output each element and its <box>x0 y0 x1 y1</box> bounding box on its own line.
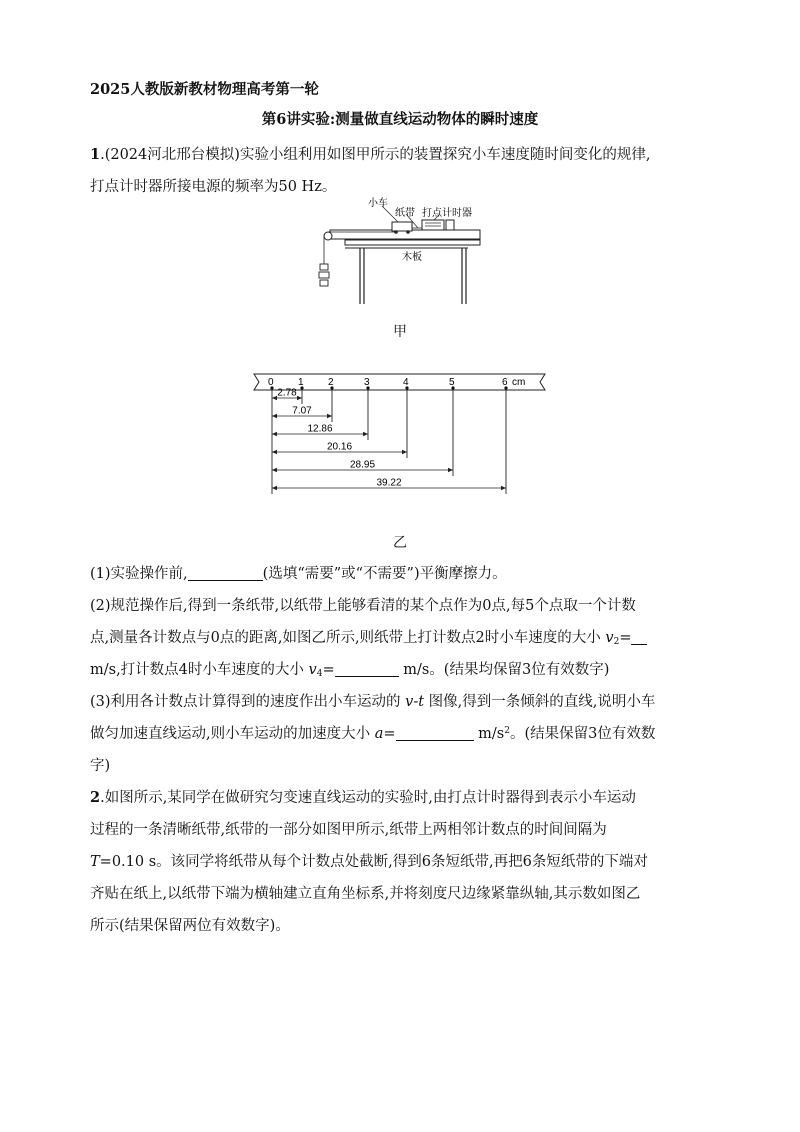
hanging-weight <box>320 264 328 270</box>
dimension-arrow-left-6 <box>272 486 277 490</box>
tape-tick-label-5: 5 <box>449 377 455 388</box>
q1-part2-line3: m/s,打计数点4时小车速度的大小 $v_4= m/s$。(结果均保留3位有效数字) <box>90 662 610 679</box>
dimension-arrow-right-5 <box>448 468 453 472</box>
dimension-value-4: 20.16 <box>326 441 353 453</box>
dimension-arrow-right-4 <box>402 450 407 454</box>
label-tape: 纸带 <box>395 208 415 219</box>
q1-part3-line3: 字) <box>90 758 111 774</box>
q2-number: 2 <box>90 789 101 806</box>
q1-part2-line2: 点,测量各计数点与0点的距离,如图乙所示,则纸带上打计数点2时小车速度的大小 $v_2=$ <box>90 626 647 647</box>
dimension-arrow-left-1 <box>272 396 277 400</box>
dimension-value-5: 28.95 <box>349 459 376 471</box>
cart <box>392 222 412 231</box>
tape-tick-label-6: 6 <box>502 377 508 388</box>
answer-blank-v4[interactable] <box>335 662 399 678</box>
dimension-arrow-left-5 <box>272 468 277 472</box>
dimension-arrow-right-2 <box>327 414 332 418</box>
dimension-arrow-right-3 <box>363 432 368 436</box>
q2-line2: 过程的一条清晰纸带,纸带的一部分如图甲所示,纸带上两相邻计数点的时间间隔为 <box>90 822 607 838</box>
tape-tick-label-4: 4 <box>403 377 409 388</box>
tape-unit-label: cm <box>512 377 526 388</box>
table-top <box>345 240 480 245</box>
q1-intro-line2: 打点计时器所接电源的频率为50 Hz。 <box>90 179 337 195</box>
q1-part1: (1)实验操作前, (选填“需要”或“不需要”)平衡摩擦力。 <box>90 566 507 582</box>
tape-tick-label-2: 2 <box>328 377 334 388</box>
q1-part2-line1: (2)规范操作后,得到一条纸带,以纸带上能够看清的某个点作为0点,每5个点取一个计数 <box>90 598 636 614</box>
figure-apparatus <box>310 192 490 317</box>
answer-blank-v2[interactable] <box>631 630 647 646</box>
dimension-value-1: 2.78 <box>277 387 297 399</box>
caption-figure-a: 甲 <box>393 324 407 340</box>
dimension-arrow-left-2 <box>272 414 277 418</box>
dimension-arrow-right-1 <box>297 396 302 400</box>
caption-figure-b: 乙 <box>393 535 407 551</box>
ticker-timer <box>422 220 444 230</box>
q1-part3-line1: (3)利用各计数点计算得到的速度作出小车运动的 v-t 图像,得到一条倾斜的直线,说明小车 <box>90 694 656 710</box>
answer-blank-acceleration[interactable] <box>396 726 474 742</box>
q2-line4: 齐贴在纸上,以纸带下端为横轴建立直角坐标系,并将刻度尺边缘紧靠纵轴,其示数如图乙 <box>90 886 641 902</box>
tape-tick-label-1: 1 <box>298 377 304 388</box>
answer-blank-friction[interactable] <box>188 566 263 582</box>
label-board: 木板 <box>402 252 422 263</box>
q1-intro-line1: 1.(2024河北邢台模拟)实验小组利用如图甲所示的装置探究小车速度随时间变化的规律, <box>90 146 651 163</box>
label-timer: 打点计时器 <box>422 208 472 219</box>
tape-tick-label-3: 3 <box>364 377 370 388</box>
label-car: 小车 <box>368 198 388 209</box>
q2-line5: 所示(结果保留两位有效数字)。 <box>90 918 290 934</box>
q1-part3-line2: 做匀加速直线运动,则小车运动的加速度大小 $a= m/s^2$。(结果保留3位有效数 <box>90 726 656 742</box>
dimension-value-2: 7.07 <box>292 405 312 417</box>
q2-line1: 2.如图所示,某同学在做研究匀变速直线运动的实验时,由打点计时器得到表示小车运动 <box>90 789 636 806</box>
dimension-arrow-left-3 <box>272 432 277 436</box>
pulley <box>324 232 332 240</box>
dimension-arrow-right-6 <box>501 486 506 490</box>
figure-paper-tape <box>250 368 550 513</box>
q1-number: 1 <box>90 146 101 163</box>
dimension-value-6: 39.22 <box>376 477 402 489</box>
dimension-arrow-left-4 <box>272 450 277 454</box>
document-header: 2025人教版新教材物理高考第一轮 <box>90 81 319 98</box>
q2-line3: T=0.10 s。该同学将纸带从每个计数点处截断,得到6条短纸带,再把6条短纸带的下端对 <box>90 854 648 870</box>
dimension-value-3: 12.86 <box>307 423 333 435</box>
lesson-title: 第6讲实验:测量做直线运动物体的瞬时速度 <box>261 111 539 128</box>
tape-tick-label-0: 0 <box>268 377 274 388</box>
